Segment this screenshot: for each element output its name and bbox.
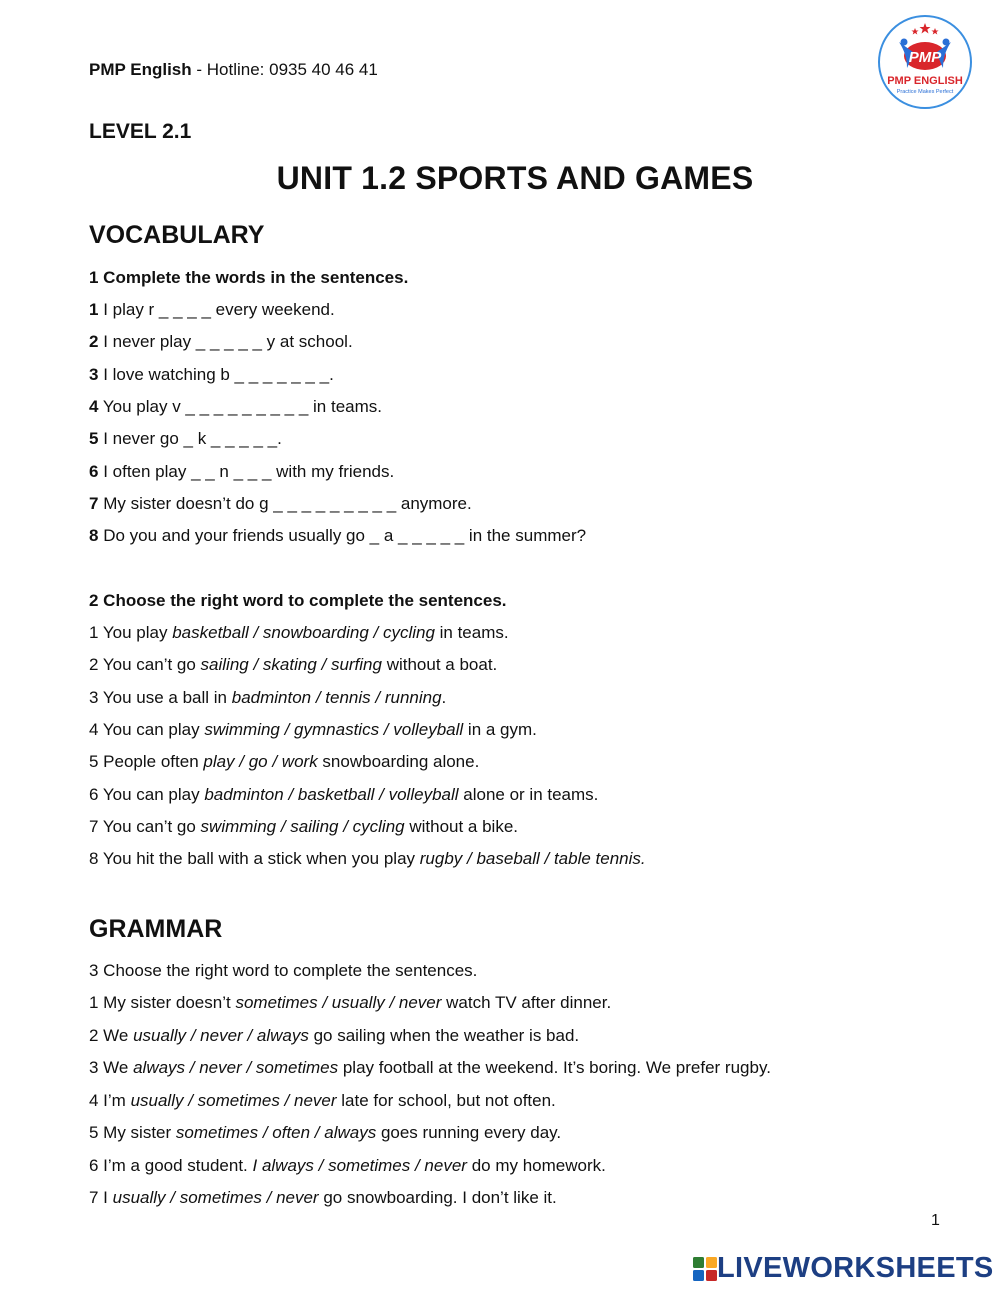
ex3-item: 4 I’m usually / sometimes / never late for school, but not often. (89, 1091, 556, 1110)
logo-slogan: Practice Makes Perfect (896, 89, 954, 95)
unit-title: UNIT 1.2 SPORTS AND GAMES (276, 160, 754, 196)
ex3-item: 6 I’m a good student. I always / sometimes / never do my homework. (89, 1156, 606, 1175)
ex2-item: 2 You can’t go sailing / skating / surfing without a boat. (89, 655, 498, 674)
page-number: 1 (931, 1212, 940, 1229)
exercise-2-instruction: 2 Choose the right word to complete the sentences. (89, 591, 507, 610)
ex2-item: 5 People often play / go / work snowboarding alone. (89, 752, 480, 771)
ex2-item: 1 You play basketball / snowboarding / cycling in teams. (89, 623, 509, 642)
exercise-1-instruction: 1 Complete the words in the sentences. (89, 268, 409, 287)
ex3-item: 2 We usually / never / always go sailing when the weather is bad. (89, 1026, 580, 1045)
ex1-item: 6 I often play _ _ n _ _ _ with my friends. (89, 462, 395, 481)
ex1-item: 5 I never go _ k _ _ _ _ _. (89, 429, 282, 448)
liveworksheets-footer[interactable] (693, 1252, 994, 1285)
ex3-item: 1 My sister doesn’t sometimes / usually / never watch TV after dinner. (89, 993, 612, 1012)
ex2-item: 4 You can play swimming / gymnastics / volleyball in a gym. (89, 720, 537, 739)
ex2-item: 6 You can play badminton / basketball / volleyball alone or in teams. (89, 785, 599, 804)
brand-name: PMP English (89, 60, 192, 79)
exercise-3-instruction: 3 Choose the right word to complete the sentences. (89, 961, 478, 980)
vocabulary-heading: VOCABULARY (89, 221, 265, 249)
page-header (89, 60, 378, 80)
ex1-item: 3 I love watching b _ _ _ _ _ _ _. (89, 365, 334, 384)
ex3-item: 7 I usually / sometimes / never go snowboarding. I don’t like it. (89, 1188, 557, 1207)
grammar-heading: GRAMMAR (89, 915, 223, 943)
ex3-item: 5 My sister sometimes / often / always goes running every day. (89, 1123, 562, 1142)
ex1-item: 4 You play v _ _ _ _ _ _ _ _ _ in teams. (89, 397, 382, 416)
pmp-english-logo (877, 14, 973, 110)
ex1-item: 1 I play r _ _ _ _ every weekend. (89, 300, 335, 319)
ex1-item: 7 My sister doesn’t do g _ _ _ _ _ _ _ _ _ anymore. (89, 494, 472, 513)
level-label: LEVEL 2.1 (89, 120, 192, 143)
ex2-item: 7 You can’t go swimming / sailing / cycling without a bike. (89, 817, 519, 836)
ex1-item: 8 Do you and your friends usually go _ a _ _ _ _ _ in the summer? (89, 526, 587, 545)
ex1-item: 2 I never play _ _ _ _ _ y at school. (89, 332, 353, 351)
logo-name: PMP ENGLISH (887, 75, 963, 87)
ex2-item: 8 You hit the ball with a stick when you play rugby / baseball / table tennis. (89, 849, 646, 868)
hotline: - Hotline: 0935 40 46 41 (191, 60, 378, 79)
liveworksheets-label: LIVEWORKSHEETS (717, 1252, 994, 1284)
ex3-item: 3 We always / never / sometimes play football at the weekend. It’s boring. We prefer rugby. (89, 1058, 771, 1077)
ex2-item: 3 You use a ball in badminton / tennis / running. (89, 688, 447, 707)
liveworksheets-blocks-icon (693, 1257, 717, 1281)
logo-mark: PMP (908, 49, 942, 66)
